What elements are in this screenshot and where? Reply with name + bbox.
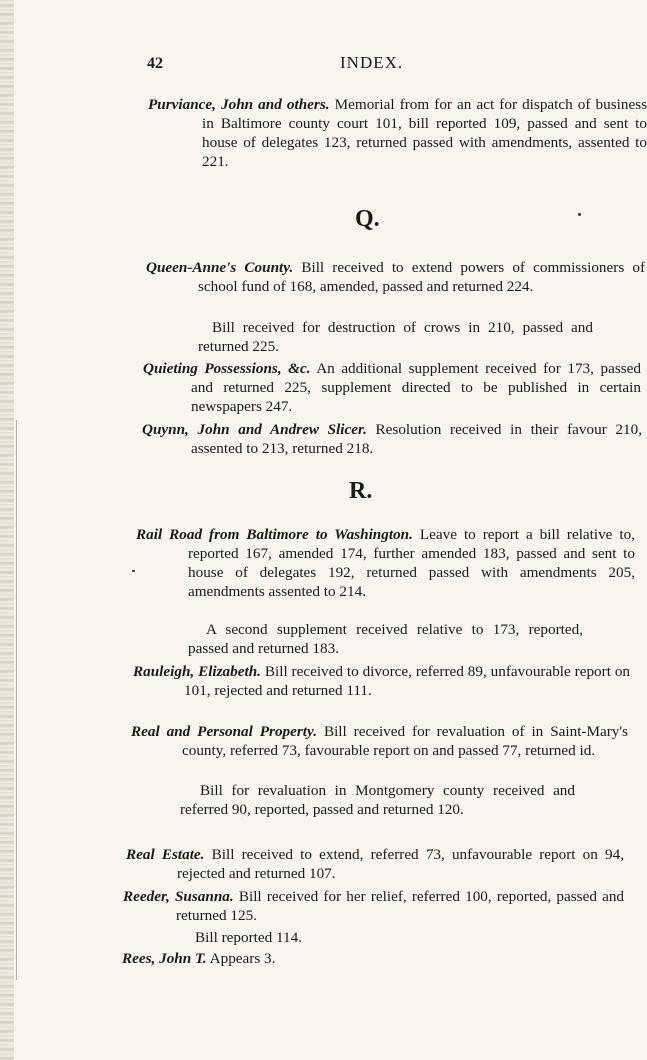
index-entry-purviance: [148, 95, 647, 171]
running-head: INDEX.: [340, 53, 404, 72]
index-entry-real-estate: [126, 845, 624, 883]
speck: [578, 213, 581, 216]
index-subentry-bill-reported: Bill reported 114.: [195, 929, 302, 946]
index-entry-rail-road: [136, 525, 635, 601]
entry-term: Reeder, Susanna.: [123, 888, 234, 905]
index-entry-reeder: [123, 887, 624, 925]
binding-line: [16, 420, 17, 980]
index-entry-rauleigh: [133, 662, 630, 700]
index-entry-quynn: [142, 420, 642, 458]
entry-text: Appears 3.: [209, 950, 276, 967]
index-subentry-second-supplement: A second supplement received relative to 173, reported, passed and returned 183.: [188, 621, 583, 657]
page-number: 42: [147, 55, 163, 72]
binding-edge: [0, 0, 14, 1060]
index-entry-queen-annes-county: [146, 258, 645, 296]
entry-text: Bill received to extend powers of commissioners of school fund of 168, amended, passed and returned 224.: [198, 259, 645, 295]
entry-text: Leave to report a bill relative to, reported 167, amended 174, further amended 183, passed and sent to house of delegates 192, returned passed with amendments 205, amendments assented to 214.: [188, 526, 636, 600]
entry-text: Memorial from for an act for dispatch of business in Baltimore county court 101, bill reported 109, passed and sent to house of delegates 123, returned passed with amendments, assented to 221.: [202, 96, 647, 170]
index-entry-real-and-personal-property: [131, 722, 628, 760]
entry-term: Rauleigh, Elizabeth.: [133, 663, 261, 680]
entry-text: Resolution received in their favour 210, assented to 213, returned 218.: [191, 421, 643, 457]
index-entry-quieting-possessions: [143, 359, 641, 416]
entry-term: Rail Road from Baltimore to Washington.: [136, 526, 413, 543]
index-subentry-crows: Bill received for destruction of crows in 210, passed and returned 225.: [198, 319, 593, 355]
index-subentry-montgomery: Bill for revaluation in Montgomery county received and referred 90, reported, passed and returned 120.: [180, 782, 575, 818]
section-letter-r: R.: [349, 478, 373, 504]
entry-term: Queen-Anne's County.: [146, 259, 294, 276]
speck: [132, 570, 135, 572]
entry-term: Real and Personal Property.: [131, 723, 318, 740]
entry-term: Quynn, John and Andrew Slicer.: [142, 421, 367, 438]
entry-text: An additional supplement received for 173, passed and returned 225, supplement directed to be published in certain newspapers 247.: [191, 360, 641, 415]
entry-term: Purviance, John and others.: [148, 96, 330, 113]
entry-text: Bill received for revaluation of in Saint-Mary's county, referred 73, favourable report on and passed 77, returned id.: [182, 723, 629, 759]
entry-term: Rees, John T.: [122, 950, 207, 967]
section-letter-q: Q.: [355, 206, 380, 232]
entry-term: Real Estate.: [126, 846, 205, 863]
entry-text: Bill received to divorce, referred 89, unfavourable report on 101, rejected and returned 111.: [184, 663, 631, 699]
index-entry-rees: [122, 949, 562, 968]
entry-text: Bill received for her relief, referred 100, reported, passed and returned 125.: [176, 888, 625, 924]
entry-term: Quieting Possessions, &c.: [143, 360, 311, 377]
entry-text: Bill received to extend, referred 73, unfavourable report on 94, rejected and returned 107.: [177, 846, 625, 882]
